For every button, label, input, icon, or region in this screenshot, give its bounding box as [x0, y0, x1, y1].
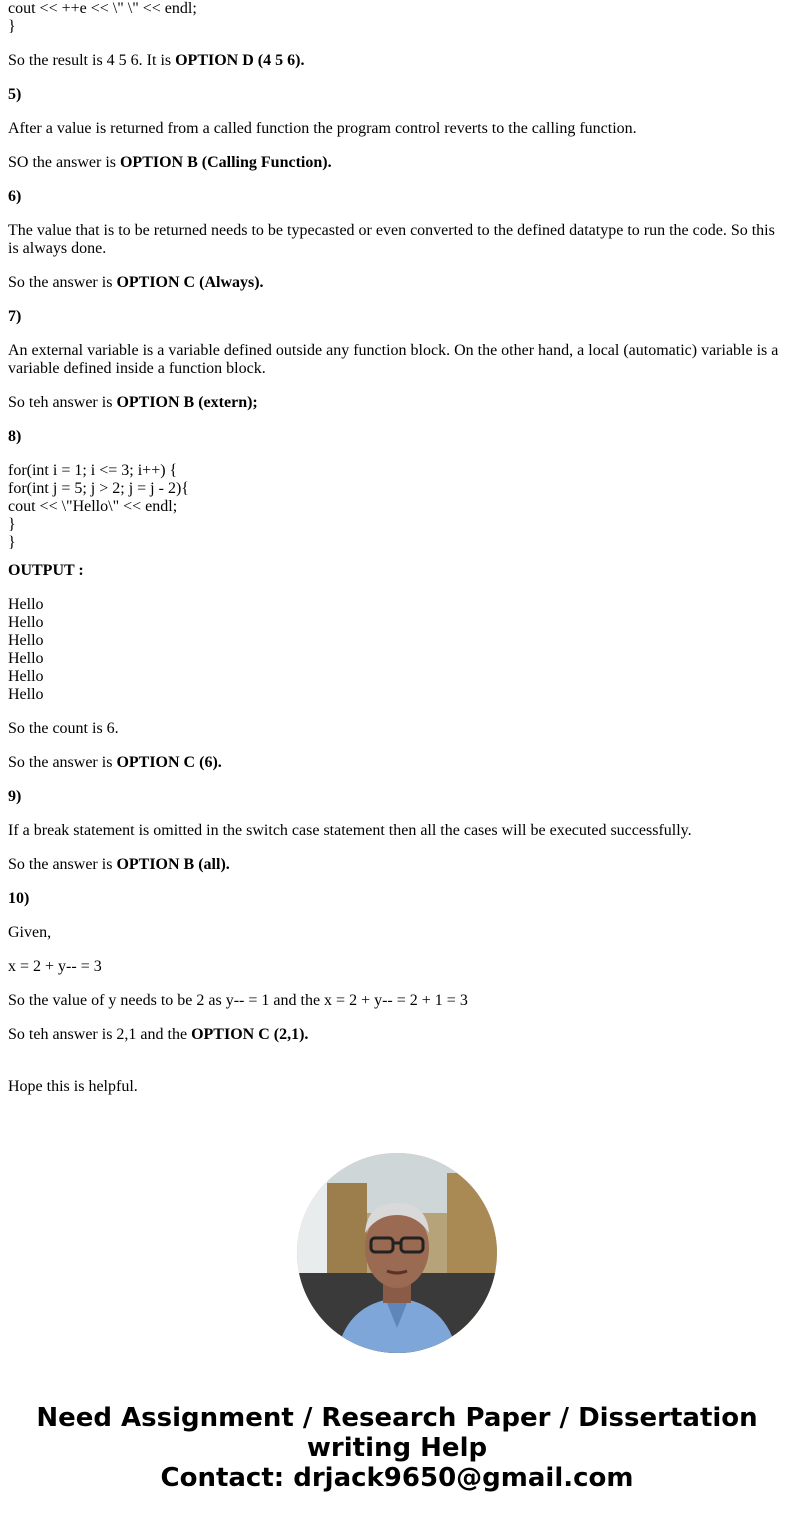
q10-heading: 10) — [8, 890, 30, 907]
answer-option: OPTION B (Calling Function). — [119, 154, 332, 171]
code-line: } — [8, 534, 16, 551]
q7-text: An external variable is a variable defined outside any function block. On the other hand, a local (automatic) variable is a variable defined inside a function block. — [8, 342, 779, 377]
q10-answer: So teh answer is 2,1 and the OPTION C (2,1). — [8, 1026, 309, 1043]
footer-line: Need Assignment / Research Paper / Dissertation — [36, 1403, 758, 1433]
answer-option: OPTION C (Always). — [116, 274, 264, 291]
result-option: OPTION D (4 5 6). — [175, 52, 305, 69]
output-line: Hello — [8, 650, 44, 667]
code-line: cout << \"Hello\" << endl; — [8, 498, 178, 515]
output-line: Hello — [8, 686, 44, 703]
q4-result — [8, 52, 786, 70]
q8-output-label: OUTPUT : — [8, 562, 84, 579]
code-line: for(int i = 1; i <= 3; i++) { — [8, 462, 178, 479]
q8-output — [8, 596, 786, 704]
author-avatar — [297, 1153, 497, 1353]
code-line: } — [8, 516, 16, 533]
q9-heading: 9) — [8, 788, 22, 805]
q5-answer: SO the answer is OPTION B (Calling Function). — [8, 154, 332, 171]
contact-footer — [0, 1403, 794, 1493]
answer-option: OPTION B (extern); — [116, 394, 258, 411]
q6-answer: So the answer is OPTION C (Always). — [8, 274, 264, 291]
q8-answer: So the answer is OPTION C (6). — [8, 754, 222, 771]
code-line: } — [8, 18, 16, 35]
q6-heading: 6) — [8, 188, 22, 205]
q8-heading: 8) — [8, 428, 22, 445]
person-portrait-icon — [297, 1153, 497, 1353]
closing-text: Hope this is helpful. — [8, 1078, 138, 1095]
code-line: cout << ++e << \" \" << endl; — [8, 0, 197, 17]
q10-given: Given, — [8, 924, 52, 941]
answer-option: OPTION C (2,1). — [191, 1026, 309, 1043]
q10-explanation: So the value of y needs to be 2 as y-- = 1 and the x = 2 + y-- = 2 + 1 = 3 — [8, 992, 468, 1009]
q8-count: So the count is 6. — [8, 720, 119, 737]
q8-code — [8, 462, 786, 552]
result-text: So the result is 4 5 6. It is — [8, 52, 176, 69]
q6-text: The value that is to be returned needs to be typecasted or even converted to the defined datatype to run the code. So this is always done. — [8, 222, 775, 257]
answer-option: OPTION B (all). — [116, 856, 230, 873]
q5-text: After a value is returned from a called function the program control reverts to the calling function. — [8, 120, 637, 137]
q9-answer: So the answer is OPTION B (all). — [8, 856, 230, 873]
output-line: Hello — [8, 596, 44, 613]
q7-answer: So teh answer is OPTION B (extern); — [8, 394, 258, 411]
q7-heading: 7) — [8, 308, 22, 325]
output-line: Hello — [8, 668, 44, 685]
footer-line: writing Help — [306, 1433, 488, 1463]
q4-code — [8, 0, 786, 36]
output-line: Hello — [8, 632, 44, 649]
answer-content — [8, 0, 786, 1112]
code-line: for(int j = 5; j > 2; j = j - 2){ — [8, 480, 189, 497]
q9-text: If a break statement is omitted in the switch case statement then all the cases will be executed successfully. — [8, 822, 692, 839]
q5-heading: 5) — [8, 86, 22, 103]
output-line: Hello — [8, 614, 44, 631]
answer-option: OPTION C (6). — [116, 754, 222, 771]
footer-contact: Contact: drjack9650@gmail.com — [160, 1463, 634, 1493]
q10-equation: x = 2 + y-- = 3 — [8, 958, 102, 975]
